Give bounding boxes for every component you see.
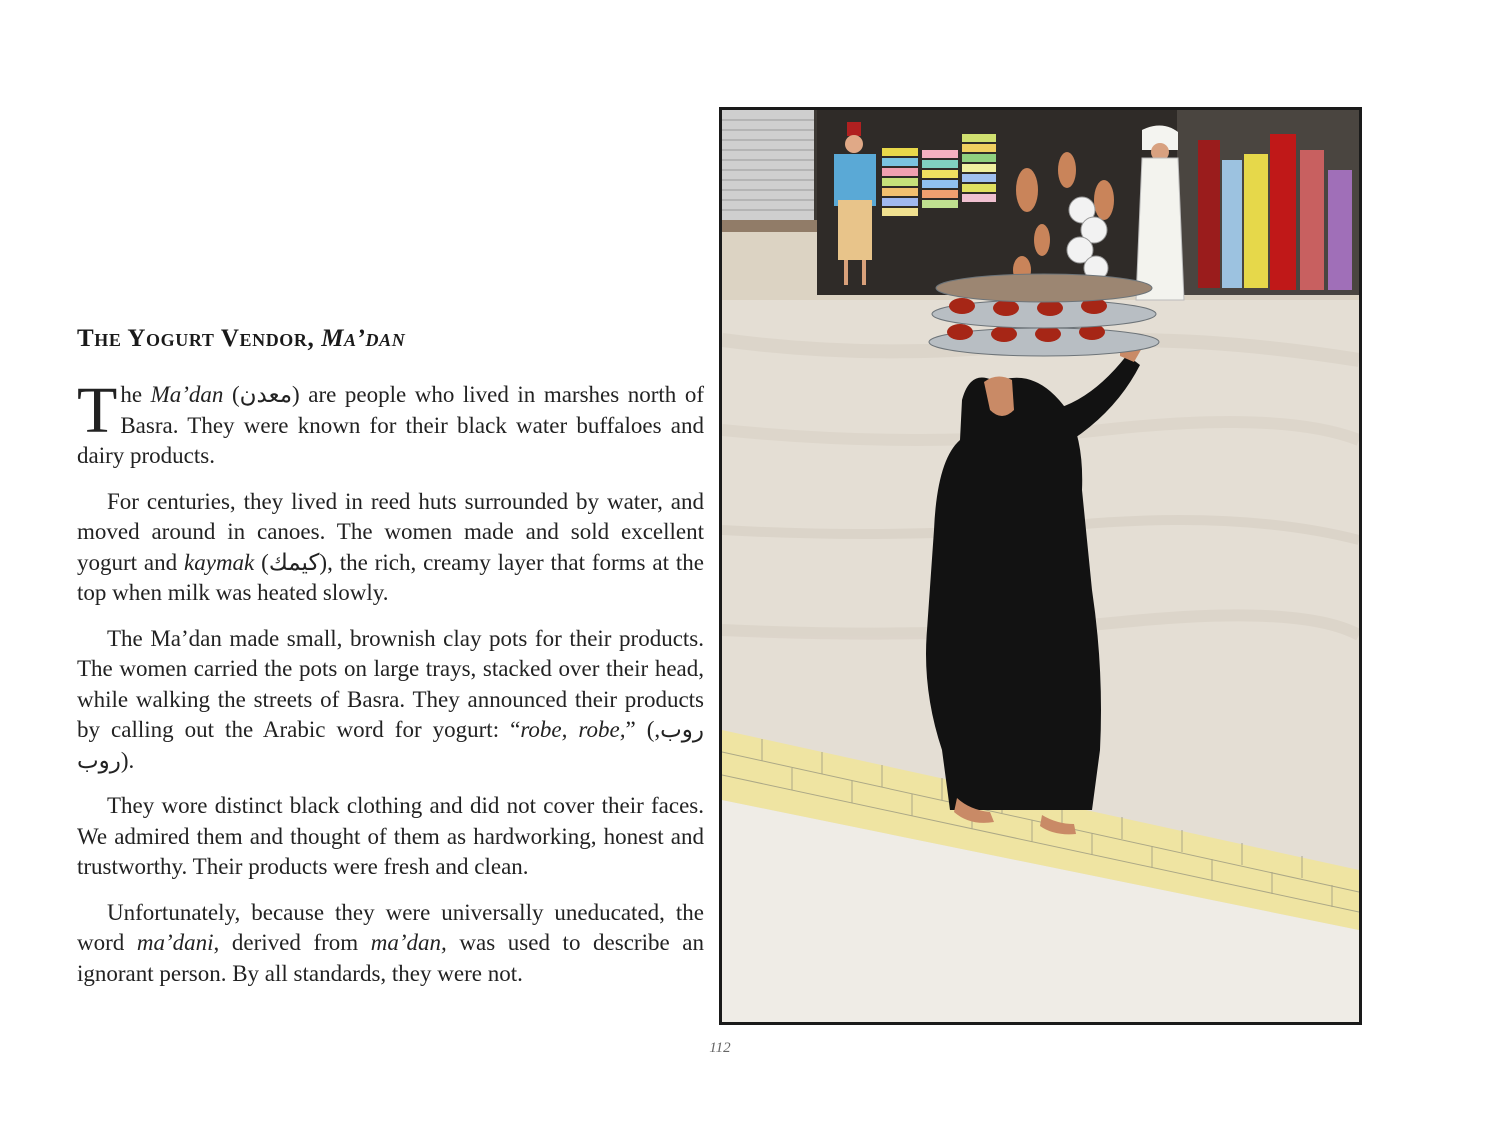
paragraph-text: ) are people who lived in marshes north of Basra. They were known for their black water buffaloes and dairy products. xyxy=(77,382,705,468)
rolling-shutter xyxy=(722,110,814,220)
arabic-term: معدن xyxy=(239,382,293,407)
yogurt-trays xyxy=(929,274,1159,356)
paragraph-text: They wore distinct black clothing and did not cover their faces. We admired them and thought of them as hardworking, honest and trustworthy. Their products were fresh and clean. xyxy=(77,793,704,879)
paragraph-text: ), the rich, creamy layer that forms at the top when milk was heated slowly. xyxy=(77,549,704,605)
drop-cap: T xyxy=(77,374,118,447)
italic-term: robe, robe, xyxy=(520,717,626,742)
paragraph-madani xyxy=(77,898,704,990)
italic-term: Ma’dan xyxy=(150,382,224,407)
paragraph-text: ( xyxy=(223,382,240,407)
italic-term: ma’dani xyxy=(136,930,214,955)
paragraph-kaymak xyxy=(77,487,704,609)
arabic-term: كيمك xyxy=(268,549,320,575)
paragraph-text: was used to describe an ignorant person. By all standards, they were not. xyxy=(77,930,704,986)
paragraph-clothing xyxy=(77,791,704,883)
paragraph-text: ( xyxy=(254,549,269,575)
top-tray xyxy=(936,274,1152,302)
paragraph-text: , derived from xyxy=(213,930,371,955)
text-column xyxy=(77,324,704,1004)
paragraph-text: For centuries, they lived in reed huts surrounded by water, and moved around in canoes. The women made and sold excellent yogurt and xyxy=(77,488,704,575)
yogurt-vendor-illustration xyxy=(719,107,1362,1025)
title-italic: Ma’dan xyxy=(321,325,406,352)
paragraph-text: he xyxy=(120,382,151,407)
paragraph-text: ” ( xyxy=(625,717,655,742)
arabic-term: روب, روب xyxy=(77,717,704,773)
paragraph-intro xyxy=(77,374,705,472)
paragraph-text: The Ma’dan made small, brownish clay pots for their products. The women carried the pots on large trays, stacked over their head, while walking the streets of Basra. They announced their products by calling out the Arabic word for yogurt: “ xyxy=(77,625,704,742)
paragraph-pots xyxy=(77,624,704,777)
paragraph-text: Unfortunately, because they were universally uneducated, the word xyxy=(77,899,704,955)
page-title xyxy=(77,324,704,354)
title-text: The Yogurt Vendor, xyxy=(77,325,322,352)
italic-term: ma’dan, xyxy=(370,930,447,955)
watercolor-scene xyxy=(722,110,1359,1022)
paragraph-text: ). xyxy=(120,747,135,773)
page-number: 112 xyxy=(709,1040,731,1056)
italic-term: kaymak xyxy=(184,549,255,575)
